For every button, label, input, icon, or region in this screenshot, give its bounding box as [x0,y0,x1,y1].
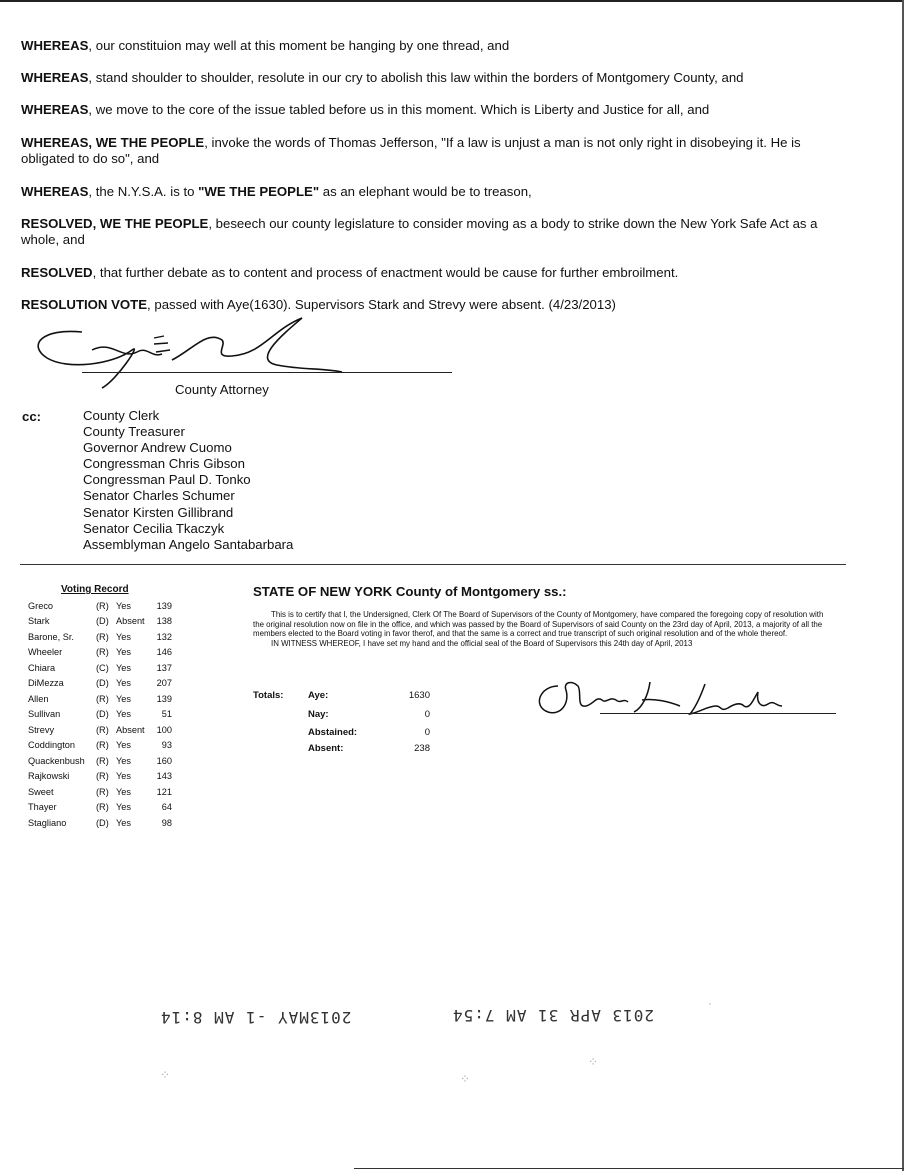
table-row [28,629,172,645]
member-vote: Yes [116,678,131,689]
paragraph-lead: WHEREAS [21,184,89,199]
member-party: (R) [96,647,109,658]
member-weight: 137 [156,662,172,673]
member-vote: Yes [116,631,131,642]
member-party: (C) [96,662,109,673]
table-row [28,614,172,630]
member-party: (R) [96,600,109,611]
member-name: Chiara [28,662,56,673]
cc-recipient: Senator Charles Schumer [83,488,235,504]
member-vote: Yes [116,786,131,797]
totals-row-aye [308,690,430,701]
filing-stamp-left: 2013MAY -1 AM 8:14 [160,1008,352,1027]
paragraph-text: , our constituion may well at this moment be hanging by one thread, and [88,38,510,53]
member-weight: 139 [156,693,172,704]
cc-recipient: Congressman Chris Gibson [83,456,245,472]
member-party: (R) [96,631,109,642]
paragraph-lead: WHEREAS [21,38,89,53]
paragraph-text: , we move to the core of the issue tabled before us in this moment. Which is Liberty and Justice for all, and [88,102,710,117]
paragraph-text: , stand shoulder to shoulder, resolute in our cry to abolish this law within the borders of Montgomery County, and [88,70,744,85]
member-name: Greco [28,600,54,611]
totals-row-value: 1630 [408,690,430,701]
member-name: Coddington [28,740,75,751]
member-vote: Yes [116,600,131,611]
filing-stamp-right: 2013 APR 31 AM 7:54 [452,1006,655,1025]
certificate-witness: IN WITNESS WHEREOF, I have set my hand and the official seal of the Board of Supervisors this 24th day of April, 2013 [271,638,693,648]
member-name: DiMezza [28,678,64,689]
table-row [28,800,172,816]
table-row [28,660,172,676]
table-row [28,722,172,738]
stamp-smudge: ⁘ [588,1055,599,1069]
paragraph-text: , invoke the words of Thomas Jefferson, "If a law is unjust a man is not only right in disobeying it. He is obligated to do so", and [21,135,801,166]
member-name: Stagliano [28,817,67,828]
member-name: Barone, Sr. [28,631,74,642]
paragraph-text: , the N.Y.S.A. is to [88,184,199,199]
totals-label: Totals: [253,690,284,701]
bottom-edge-line [354,1168,904,1169]
table-row [28,784,172,800]
member-name: Allen [28,693,49,704]
totals-row-label: Nay: [308,709,329,720]
member-vote: Yes [116,647,131,658]
totals-row-value: 238 [414,743,430,754]
member-vote: Yes [116,693,131,704]
paragraph-text: , beseech our county legislature to consider moving as a body to strike down the New York Safe Act as a whole, and [21,216,818,247]
member-party: (D) [96,817,109,828]
whereas-paragraph-2 [21,70,841,86]
member-party: (R) [96,755,109,766]
member-weight: 93 [161,740,172,751]
signature-scribble [22,310,442,390]
cc-label: cc: [22,409,42,424]
cc-recipient: County Treasurer [83,424,185,440]
member-party: (R) [96,693,109,704]
voting-record-table [28,598,172,831]
cc-recipient: Assemblyman Angelo Santabarbara [83,536,294,552]
member-vote: Yes [116,771,131,782]
stamp-smudge: ⁘ [160,1068,171,1082]
member-vote: Yes [116,802,131,813]
cc-recipient: County Clerk [83,408,160,423]
member-weight: 138 [156,616,172,627]
cc-recipient: Senator Cecilia Tkaczyk [83,520,225,536]
paragraph-lead: RESOLUTION VOTE [21,297,148,312]
cc-recipient: Congressman Paul D. Tonko [83,472,251,488]
member-weight: 98 [161,817,172,828]
member-party: (R) [96,724,109,735]
whereas-paragraph-4 [21,135,841,167]
member-weight: 132 [156,631,172,642]
top-edge-line [0,0,904,2]
table-row [28,598,172,614]
member-name: Stark [28,616,50,627]
member-weight: 160 [156,755,172,766]
totals-row-absent [308,743,430,754]
paragraph-text: as an elephant would be to treason, [319,184,532,199]
member-vote: Yes [116,662,131,673]
resolved-paragraph-1 [21,216,841,248]
whereas-paragraph-5 [21,184,841,200]
member-party: (R) [96,786,109,797]
member-party: (D) [96,616,109,627]
member-weight: 51 [161,709,172,720]
totals-row-value: 0 [424,727,430,738]
resolved-paragraph-2 [21,265,841,281]
member-party: (R) [96,802,109,813]
table-row [28,753,172,769]
member-weight: 143 [156,771,172,782]
member-vote: Absent [116,724,145,735]
totals-row-label: Aye: [308,690,329,701]
cc-recipient: Governor Andrew Cuomo [83,440,232,456]
voting-record-heading: Voting Record [61,584,129,595]
section-divider [20,564,846,565]
member-name: Sweet [28,786,54,797]
table-row [28,738,172,754]
member-vote: Absent [116,616,145,627]
county-attorney-title: County Attorney [175,382,269,397]
totals-row-value: 0 [424,709,430,720]
certificate-title: STATE OF NEW YORK County of Montgomery ss.: [253,584,567,599]
member-name: Rajkowski [28,771,70,782]
county-attorney-signature [22,310,442,390]
whereas-paragraph-3 [21,102,841,118]
member-vote: Yes [116,755,131,766]
paragraph-text: , that further debate as to content and process of enactment would be cause for further embroilment. [92,265,679,280]
cc-recipient: Senator Kirsten Gillibrand [83,504,234,520]
table-row [28,645,172,661]
member-vote: Yes [116,740,131,751]
table-row [28,815,172,831]
member-party: (R) [96,740,109,751]
member-weight: 207 [156,678,172,689]
member-name: Strevy [28,724,55,735]
member-name: Sullivan [28,709,61,720]
certificate-text [253,610,833,648]
totals-row-label: Abstained: [308,727,358,738]
paragraph-lead: RESOLVED [21,265,93,280]
table-row [28,707,172,723]
member-weight: 121 [156,786,172,797]
paragraph-lead: WHEREAS [21,102,89,117]
member-party: (D) [96,709,109,720]
member-weight: 100 [156,724,172,735]
member-name: Thayer [28,802,57,813]
member-name: Quackenbush [28,755,85,766]
paragraph-lead: RESOLVED, WE THE PEOPLE [21,216,209,231]
table-row [28,676,172,692]
table-row [28,691,172,707]
certificate-body: This is to certify that I, the Undersigned, Clerk Of The Board of Supervisors of the County of Montgomery, have compared the foregoing copy of resolution with the original resolution now on file in the office, and which was passed by the Board of Supervisors of said County on the 23rd day of April, 2013, a majority of all the members elected to the Board voting in favor therof, and that the same is a correct and true transcript of such original resolution and of the whole thereof. [253,610,824,639]
member-party: (R) [96,771,109,782]
member-name: Wheeler [28,647,63,658]
member-weight: 146 [156,647,172,658]
signature-line [82,372,452,373]
stamp-smudge: ⁘ [460,1072,471,1086]
paragraph-emphasis: "WE THE PEOPLE" [198,184,320,199]
totals-row-nay [308,709,430,720]
member-vote: Yes [116,817,131,828]
clerk-signature-line [600,713,836,714]
member-vote: Yes [116,709,131,720]
member-party: (D) [96,678,109,689]
cc-list [83,408,293,553]
member-weight: 139 [156,600,172,611]
paragraph-lead: WHEREAS [21,70,89,85]
totals-row-abstained [308,727,430,738]
paragraph-text: , passed with Aye(1630). Supervisors Stark and Strevy were absent. (4/23/2013) [147,297,616,312]
whereas-paragraph-1 [21,38,841,54]
totals-row-label: Absent: [308,743,344,754]
stamp-smudge: · [708,996,712,1010]
table-row [28,769,172,785]
paragraph-lead: WHEREAS, WE THE PEOPLE [21,135,205,150]
member-weight: 64 [161,802,172,813]
